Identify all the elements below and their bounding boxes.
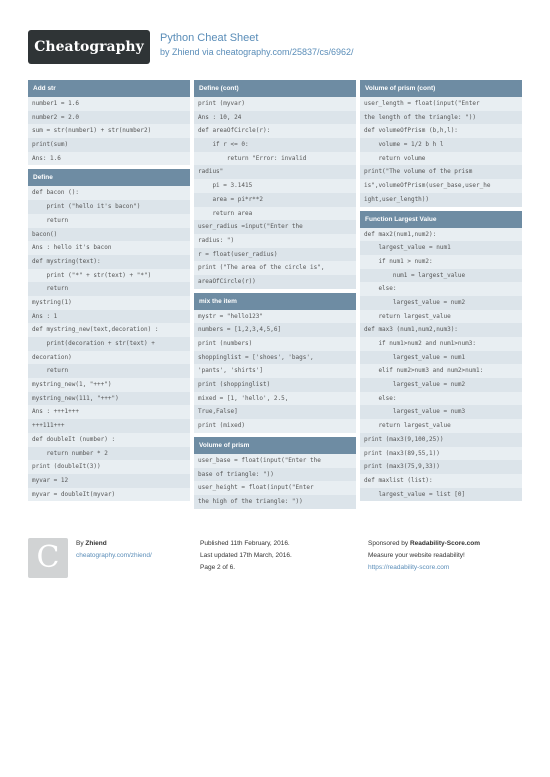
code-line: Ans : 1 (28, 310, 190, 324)
column-2 (194, 80, 356, 513)
section-title: Define (cont) (194, 80, 356, 97)
page-footer (28, 538, 522, 578)
cheat-section (194, 80, 356, 289)
code-line: Ans: 1.6 (32, 154, 61, 162)
code-line: mystring_new(1, "+++") (32, 381, 112, 389)
footer-sponsor-url[interactable]: https://readability-score.com (368, 564, 450, 571)
code-line: print (max3(75,9,33)) (360, 460, 522, 474)
code-line: areaOfCircle(r)) (194, 275, 356, 289)
code-line: largest_value = num2 (360, 296, 522, 310)
code-line: def bacon (): (32, 189, 79, 197)
cheat-section (194, 293, 356, 433)
code-line: is",volumeOfPrism(user_base,user_he (364, 182, 491, 190)
code-line: decoration) (32, 353, 72, 361)
code-line: print ("hello it's bacon") (28, 200, 190, 214)
code-line: return (28, 282, 190, 296)
code-line: base of triangle: ")) (194, 468, 356, 482)
code-line: else: (364, 394, 397, 402)
code-line: print ("The area of the circle is", (198, 264, 325, 272)
code-line: number2 = 2.0 (28, 111, 190, 125)
author-link[interactable]: Zhiend (172, 47, 200, 57)
footer-published: Published 11th February, 2016. (200, 540, 290, 547)
page-title: Python Cheat Sheet (160, 32, 259, 44)
code-line: print (doubleIt(3)) (32, 463, 101, 471)
code-line: def mystring_new(text,decoration) : (32, 326, 159, 334)
code-line: largest_value = num1 (360, 351, 522, 365)
section-title: mix the item (194, 293, 356, 310)
cheat-section (28, 169, 190, 501)
code-line: r = float(user_radius) (194, 248, 356, 262)
footer-sponsor-name[interactable]: Readability-Score.com (409, 540, 481, 547)
column-1 (28, 80, 190, 505)
code-line: numbers = [1,2,3,4,5,6] (194, 323, 356, 337)
byline-by: by (160, 47, 170, 57)
code-line: radius: ") (198, 236, 235, 244)
code-line: shoppinglist = ['shoes', 'bags', (194, 351, 356, 365)
code-line: mixed = [1, 'hello', 2.5, (198, 394, 289, 402)
section-title: Add str (28, 80, 190, 97)
code-line: def max3 (num1,num2,num3): (360, 323, 522, 337)
code-line: volume = 1/2 b h l (360, 138, 522, 152)
code-line: print (max3(9,100,25)) (360, 433, 522, 447)
footer-sponsor-block (368, 538, 480, 574)
footer-sponsor-label: Sponsored by (368, 540, 409, 547)
code-line: return (32, 216, 69, 224)
footer-updated: Last updated 17th March, 2016. (200, 552, 292, 559)
footer-author-block (76, 538, 152, 562)
cheat-section (28, 80, 190, 165)
code-line: def doubleIt (number) : (32, 435, 116, 443)
footer-by-label: By (76, 540, 84, 547)
section-title: Volume of prism (194, 437, 356, 454)
code-line: user_length = float(input("Enter (364, 100, 480, 107)
code-line: True,False] (194, 405, 356, 419)
footer-sponsor-tagline: Measure your website readability! (368, 552, 465, 559)
code-line: bacon() (28, 228, 190, 242)
cheat-section (360, 80, 522, 207)
code-line: +++111+++ (28, 419, 190, 433)
code-line: if r <= 0: (194, 138, 356, 152)
page-header (28, 30, 522, 70)
code-line: print(sum) (28, 138, 190, 152)
code-line: radius" (194, 165, 356, 179)
code-line: number1 = 1.6 (32, 100, 79, 107)
code-line: print (mixed) (198, 422, 245, 430)
code-line: print (shoppinglist) (194, 378, 356, 392)
code-line: print (myvar) (198, 100, 245, 107)
code-line: Ans : +++1+++ (32, 408, 79, 416)
footer-author-name[interactable]: Zhiend (85, 540, 107, 547)
code-line: largest_value = num2 (360, 378, 522, 392)
code-line: user_height = float(input("Enter (198, 484, 314, 492)
code-line: sum = str(number1) + str(number2) (32, 127, 152, 135)
footer-dates-block (200, 538, 292, 574)
code-line: user_base = float(input("Enter the (198, 456, 321, 464)
cheatography-logo[interactable]: Cheatography (28, 30, 150, 64)
code-line: 'pants', 'shirts'] (198, 367, 264, 375)
code-line: return (28, 364, 190, 378)
code-line: Ans : hello it's bacon (32, 244, 112, 252)
cheat-section (360, 211, 522, 502)
code-line: else: (364, 285, 397, 293)
code-line: largest_value = list [0] (360, 488, 522, 502)
cheatography-c-logo: C (28, 538, 68, 578)
code-line: return largest_value (364, 312, 451, 320)
code-line: mystring_new(111, "+++") (28, 392, 190, 406)
code-line: ight,user_length)) (360, 193, 522, 207)
code-line: def mystring(text): (28, 255, 190, 269)
code-line: myvar = 12 (28, 474, 190, 488)
code-line: print (numbers) (198, 340, 253, 347)
section-title: Function Largest Value (360, 211, 522, 228)
section-title: Volume of prism (cont) (360, 80, 522, 97)
code-line: def volumeOfPrism (b,h,l): (364, 127, 458, 135)
cheatsheet-url-link[interactable]: cheatography.com/25837/cs/6962/ (216, 47, 354, 57)
code-line: the length of the triangle: ")) (360, 111, 522, 125)
code-line: largest_value = num3 (360, 405, 522, 419)
section-title: Define (28, 169, 190, 186)
code-line: def maxlist (list): (364, 476, 433, 484)
code-line: print ("*" + str(text) + "*") (32, 271, 152, 279)
code-line: return "Error: invalid (198, 154, 307, 162)
code-line: user_radius =input("Enter the (194, 220, 356, 234)
code-line: myvar = doubleIt(myvar) (32, 490, 116, 498)
footer-author-url[interactable]: cheatography.com/zhiend/ (76, 552, 152, 559)
column-3 (360, 80, 522, 505)
code-line: Ans : 10, 24 (194, 111, 356, 125)
code-line: area = pi*r**2 (194, 193, 356, 207)
code-line: def areaOfCircle(r): (198, 127, 271, 135)
code-line: return largest_value (364, 422, 451, 430)
code-line: if num1>num2 and num1>num3: (364, 340, 476, 347)
code-line: return area (198, 209, 253, 217)
code-line: print (max3(89,55,1)) (364, 449, 440, 457)
footer-page-number: Page 2 of 6. (200, 564, 236, 571)
code-line: print(decoration + str(text) + (28, 337, 190, 351)
code-line: return number * 2 (28, 447, 190, 461)
code-line: largest_value = num1 (360, 241, 522, 255)
code-line: elif num2>num3 and num2>num1: (364, 367, 484, 375)
code-line: mystring(1) (32, 298, 72, 306)
code-line: num1 = largest_value (360, 269, 522, 283)
code-line: the high of the triangle: ")) (194, 495, 356, 509)
code-line: print("The volume of the prism (360, 165, 522, 179)
byline-via: via (202, 47, 214, 57)
code-line: return volume (364, 154, 426, 162)
byline (160, 47, 354, 57)
code-line: pi = 3.1415 (198, 182, 253, 190)
code-line: mystr = "hello123" (198, 312, 264, 320)
code-line: def max2(num1,num2): (364, 230, 437, 238)
cheat-section (194, 437, 356, 509)
code-line: if num1 > num2: (364, 257, 433, 265)
